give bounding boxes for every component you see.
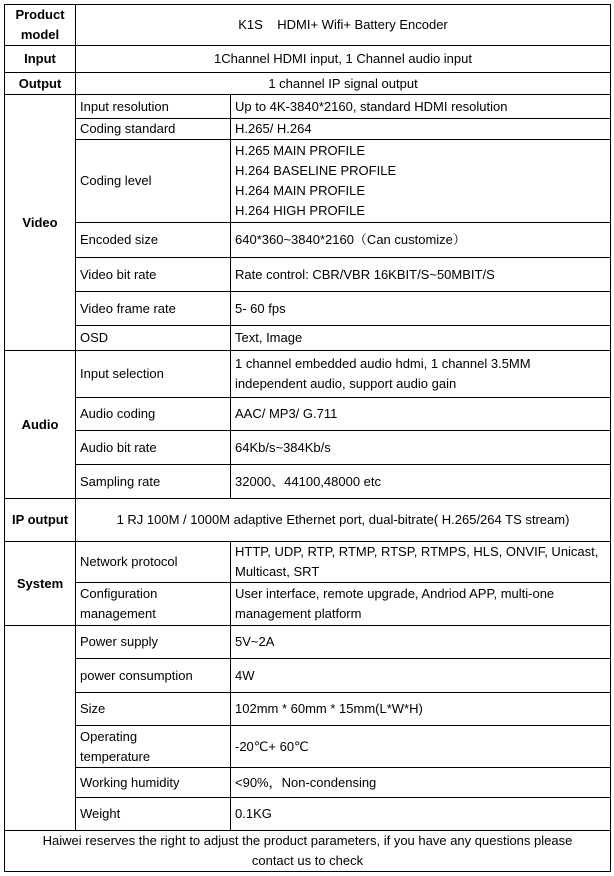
- table-row: [5, 73, 611, 95]
- configuration-management-line: User interface, remote upgrade, Andriod APP, multi-one: [235, 586, 555, 601]
- footer-note: [5, 831, 611, 872]
- coding-level-line: H.264 MAIN PROFILE: [235, 183, 366, 198]
- coding-standard-label: Coding standard: [76, 119, 231, 140]
- input-selection-line: independent audio, support audio gain: [235, 376, 457, 391]
- product-model-label: [5, 5, 76, 46]
- footer-line: Haiwei reserves the right to adjust the product parameters, if you have any questions please: [42, 833, 573, 848]
- power-consumption-value: 4W: [231, 659, 611, 693]
- coding-level-line: H.265 MAIN PROFILE: [235, 143, 366, 158]
- table-row: [5, 119, 611, 140]
- working-humidity-value: <90%，Non-condensing: [231, 768, 611, 798]
- configuration-management-value: [231, 583, 611, 626]
- coding-level-line: H.264 BASELINE PROFILE: [235, 163, 397, 178]
- audio-coding-label: Audio coding: [76, 398, 231, 431]
- table-row: [5, 292, 611, 326]
- working-humidity-label: Working humidity: [76, 768, 231, 798]
- encoded-size-label: Encoded size: [76, 223, 231, 258]
- operating-temperature-label: [76, 726, 231, 768]
- table-row: [5, 465, 611, 499]
- audio-bit-rate-label: Audio bit rate: [76, 431, 231, 465]
- coding-level-label: Coding level: [76, 140, 231, 223]
- weight-value: 0.1KG: [231, 798, 611, 831]
- output-value: 1 channel IP signal output: [76, 73, 611, 95]
- ip-output-label: IP output: [5, 499, 76, 542]
- table-row: [5, 499, 611, 542]
- configuration-management-label-line: management: [80, 606, 156, 621]
- video-frame-rate-label: Video frame rate: [76, 292, 231, 326]
- audio-bit-rate-value: 64Kb/s~384Kb/s: [231, 431, 611, 465]
- osd-value: Text, Image: [231, 326, 611, 351]
- size-value: 102mm * 60mm * 15mm(L*W*H): [231, 693, 611, 726]
- table-row: [5, 798, 611, 831]
- system-label: System: [5, 542, 76, 626]
- input-selection-value: [231, 351, 611, 398]
- table-row: [5, 140, 611, 223]
- table-row: [5, 46, 611, 73]
- table-row: [5, 5, 611, 46]
- video-bit-rate-value: Rate control: CBR/VBR 16KBIT/S~50MBIT/S: [231, 258, 611, 292]
- product-model-label-text: Product model: [15, 7, 65, 42]
- product-model-value: K1S HDMI+ Wifi+ Battery Encoder: [76, 5, 611, 46]
- table-row: [5, 768, 611, 798]
- video-input-resolution-value: Up to 4K-3840*2160, standard HDMI resolution: [231, 95, 611, 119]
- power-consumption-label: power consumption: [76, 659, 231, 693]
- table-row: [5, 95, 611, 119]
- table-row: [5, 542, 611, 583]
- table-row: [5, 626, 611, 659]
- ip-output-value: 1 RJ 100M / 1000M adaptive Ethernet port, dual-bitrate( H.265/264 TS stream): [76, 499, 611, 542]
- operating-temperature-label-line: Operating: [80, 728, 138, 744]
- input-selection-label: Input selection: [76, 351, 231, 398]
- encoded-size-value: 640*360~3840*2160（Can customize）: [231, 223, 611, 258]
- footer-line: contact us to check: [251, 853, 364, 868]
- power-supply-label: Power supply: [76, 626, 231, 659]
- size-label: Size: [76, 693, 231, 726]
- video-frame-rate-value: 5- 60 fps: [231, 292, 611, 326]
- operating-temperature-label-line: temperature: [80, 748, 151, 764]
- video-bit-rate-label: Video bit rate: [76, 258, 231, 292]
- weight-label: Weight: [76, 798, 231, 831]
- table-row: [5, 659, 611, 693]
- configuration-management-label-line: Configuration: [80, 586, 158, 601]
- table-row: [5, 726, 611, 768]
- coding-standard-value: H.265/ H.264: [231, 119, 611, 140]
- network-protocol-value: HTTP, UDP, RTP, RTMP, RTSP, RTMPS, HLS, ONVIF, Unicast, Multicast, SRT: [231, 542, 611, 583]
- table-row: [5, 693, 611, 726]
- configuration-management-line: management platform: [235, 606, 362, 621]
- audio-coding-value: AAC/ MP3/ G.711: [231, 398, 611, 431]
- table-row: [5, 326, 611, 351]
- table-row: [5, 831, 611, 872]
- other-category: [5, 626, 76, 831]
- table-row: [5, 258, 611, 292]
- table-row: [5, 351, 611, 398]
- input-label: Input: [5, 46, 76, 73]
- table-row: [5, 583, 611, 626]
- osd-label: OSD: [76, 326, 231, 351]
- network-protocol-label: Network protocol: [76, 542, 231, 583]
- configuration-management-label: [76, 583, 231, 626]
- video-label: Video: [5, 95, 76, 351]
- table-row: [5, 431, 611, 465]
- audio-label: Audio: [5, 351, 76, 499]
- input-value: 1Channel HDMI input, 1 Channel audio input: [76, 46, 611, 73]
- power-supply-value: 5V~2A: [231, 626, 611, 659]
- input-selection-line: 1 channel embedded audio hdmi, 1 channel 3.5MM: [235, 356, 531, 371]
- table-row: [5, 223, 611, 258]
- table-row: [5, 398, 611, 431]
- video-input-resolution-label: Input resolution: [76, 95, 231, 119]
- operating-temperature-value: -20℃+ 60℃: [231, 726, 611, 768]
- coding-level-value: [231, 140, 611, 223]
- coding-level-line: H.264 HIGH PROFILE: [235, 203, 366, 218]
- spec-table: [4, 4, 611, 872]
- sampling-rate-value: 32000、44100,48000 etc: [231, 465, 611, 499]
- output-label: Output: [5, 73, 76, 95]
- sampling-rate-label: Sampling rate: [76, 465, 231, 499]
